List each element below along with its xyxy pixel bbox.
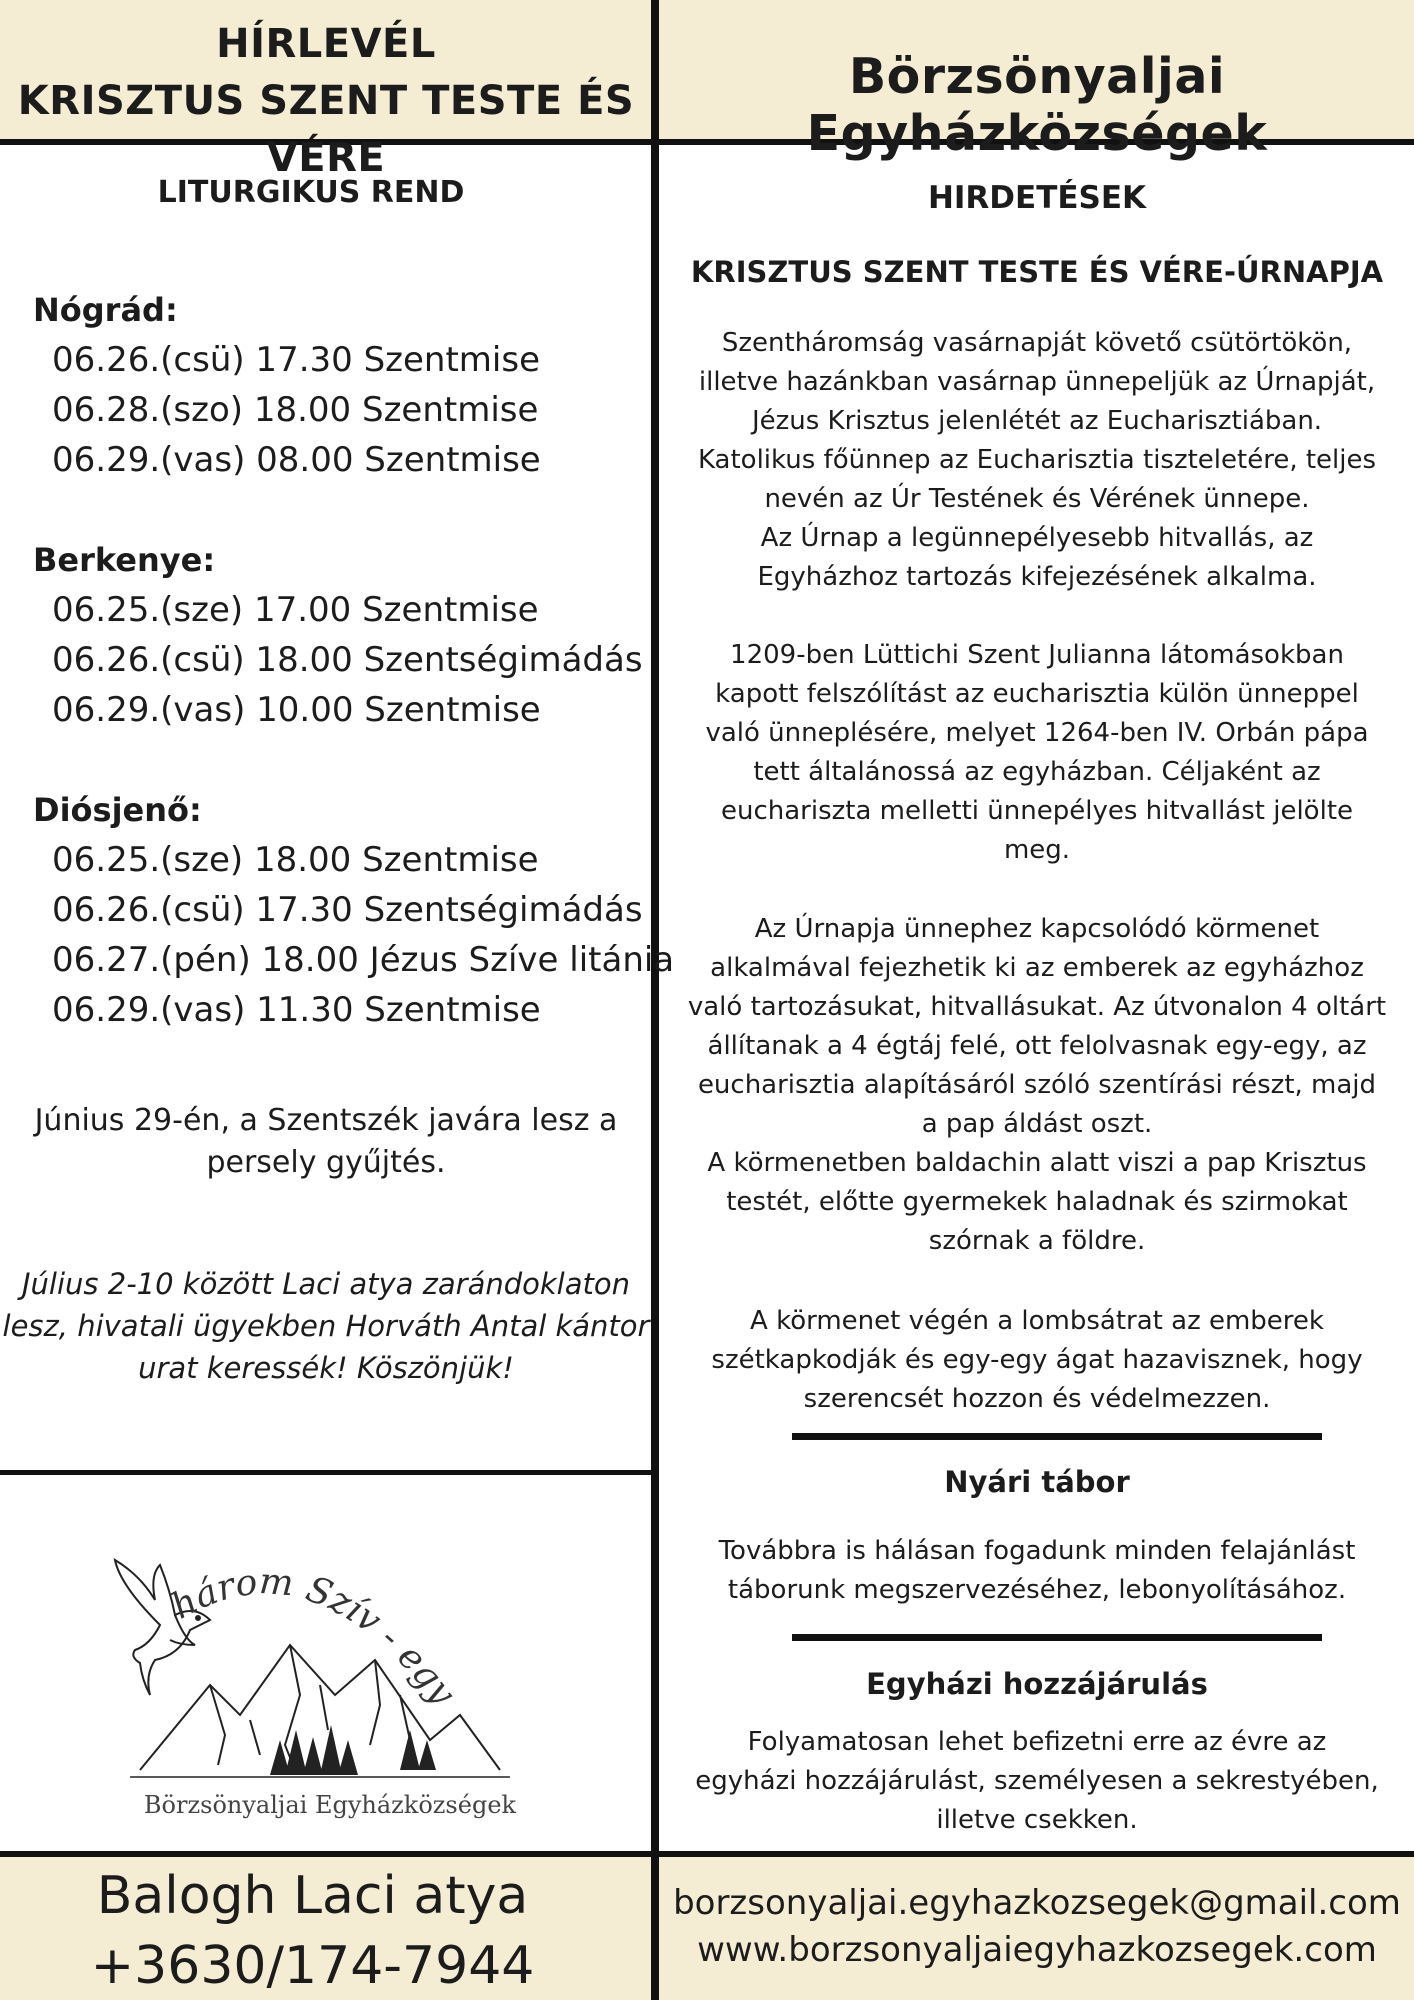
footer-divider — [0, 1851, 1414, 1857]
paragraph-line: A körmenet végén a lombsátrat az emberek — [750, 1306, 1324, 1336]
paragraph-line: Továbbra is hálásan fogadunk minden felajánlást — [718, 1536, 1356, 1566]
feast-paragraph-4 — [660, 1302, 1414, 1419]
email-link[interactable]: borzsonyaljai.egyhazkozsegek@gmail.com — [673, 1883, 1401, 1923]
mass-entry: 06.29.(vas) 10.00 Szentmise — [52, 690, 541, 730]
parish-berkenye — [33, 535, 653, 735]
mass-entry: 06.27.(pén) 18.00 Jézus Szíve litánia — [52, 940, 675, 980]
contribution-title: Egyházi hozzájárulás — [866, 1667, 1208, 1701]
paragraph-line: állítanak a 4 égtáj felé, ott felolvasnak egy-egy, az — [707, 1031, 1367, 1061]
paragraph-line: eucharisztia alapításáról szóló szentírási részt, majd — [697, 1070, 1377, 1100]
logo-arc-textpath: három Szív - egy — [164, 1560, 463, 1713]
newsletter-title-line2: KRISZTUS SZENT TESTE ÉS VÉRE — [17, 78, 635, 181]
pilgrimage-note — [0, 1263, 652, 1389]
logo-caption: Börzsönyaljai Egyházközségek — [143, 1791, 517, 1819]
paragraph-line: meg. — [1003, 835, 1071, 865]
priest-contact — [0, 1861, 625, 2001]
trees-icon — [270, 1725, 436, 1775]
paragraph-line: testét, előtte gyermekek haladnak és szirmokat — [726, 1187, 1348, 1217]
paragraph-line: 1209-ben Lüttichi Szent Julianna látomásokban — [730, 640, 1344, 670]
paragraph-line: tett általánossá az egyházban. Céljaként az — [753, 757, 1321, 787]
feast-paragraph-1 — [660, 324, 1414, 597]
parish-name: Nógrád: — [33, 291, 178, 329]
mass-entry: 06.29.(vas) 11.30 Szentmise — [52, 990, 541, 1030]
newsletter-title-line1: HÍRLEVÉL — [216, 21, 436, 67]
parish-contact — [660, 1880, 1414, 1974]
feast-paragraph-3 — [660, 910, 1414, 1261]
website-link[interactable]: www.borzsonyaljaiegyhazkozsegek.com — [697, 1930, 1377, 1970]
paragraph-line: való ünneplésére, melyet 1264-ben IV. Orbán pápa — [705, 718, 1369, 748]
section-rule-2 — [792, 1634, 1322, 1641]
collection-note-line: Június 29-én, a Szentszék javára lesz a — [34, 1103, 618, 1138]
section-rule-1 — [792, 1433, 1322, 1440]
paragraph-line: Egyházhoz tartozás kifejezésének alkalma. — [757, 562, 1317, 592]
organization-name: Börzsönyaljai Egyházközségek — [806, 48, 1268, 162]
paragraph-line: Az Úrnap a legünnepélyesebb hitvallás, az — [760, 523, 1314, 553]
feast-paragraph-2 — [660, 636, 1414, 870]
paragraph-line: Katolikus főünnep az Eucharisztia tiszteletére, teljes — [697, 445, 1377, 475]
parish-name: Diósjenő: — [33, 791, 202, 829]
mass-entry: 06.26.(csü) 18.00 Szentségimádás — [52, 640, 643, 680]
announcements-heading: HIRDETÉSEK — [927, 180, 1147, 216]
paragraph-line: Jézus Krisztus jelenlétét az Eucharisztiában. — [751, 406, 1323, 436]
parish-logo — [100, 1545, 560, 1830]
mass-entry: 06.26.(csü) 17.30 Szentségimádás — [52, 890, 643, 930]
paragraph-line: szétkapkodják és egy-egy ágat hazavisznek, hogy — [711, 1345, 1363, 1375]
mass-entry: 06.29.(vas) 08.00 Szentmise — [52, 440, 541, 480]
paragraph-line: Szentháromság vasárnapját követő csütörtökön, — [721, 328, 1353, 358]
mass-entry: 06.25.(sze) 18.00 Szentmise — [52, 840, 539, 880]
camp-text — [660, 1532, 1414, 1610]
mass-entry: 06.25.(sze) 17.00 Szentmise — [52, 590, 539, 630]
pilgrimage-note-line: lesz, hivatali ügyekben Horváth Antal kántor — [2, 1309, 650, 1343]
paragraph-line: táborunk megszervezéséhez, lebonyolításához. — [727, 1575, 1347, 1605]
pilgrimage-note-line: urat keressék! Köszönjük! — [138, 1351, 514, 1385]
paragraph-line: kapott felszólítást az eucharisztia külön ünneppel — [715, 679, 1359, 709]
parish-nograd — [33, 285, 653, 485]
feast-heading: KRISZTUS SZENT TESTE ÉS VÉRE-ÚRNAPJA — [690, 255, 1384, 289]
camp-section — [660, 1465, 1414, 1499]
camp-title: Nyári tábor — [944, 1465, 1130, 1499]
pilgrimage-note-line: Július 2-10 között Laci atya zarándoklaton — [21, 1267, 631, 1301]
paragraph-line: illetve hazánkban vasárnap ünnepeljük az Úrnapját, — [698, 367, 1376, 397]
paragraph-line: alkalmával fejezhetik ki az emberek az egyházhoz — [710, 953, 1364, 983]
logo-graphic — [100, 1545, 560, 1830]
mass-entry: 06.28.(szo) 18.00 Szentmise — [52, 390, 539, 430]
collection-note — [0, 1100, 652, 1184]
paragraph-line: egyházi hozzájárulást, személyesen a sekrestyében, — [695, 1766, 1379, 1796]
paragraph-line: Folyamatosan lehet befizetni erre az évre az — [747, 1727, 1327, 1757]
phone-number[interactable]: +3630/174-7944 — [90, 1936, 535, 1996]
parish-name: Berkenye: — [33, 541, 216, 579]
paragraph-line: A körmenetben baldachin alatt viszi a pap Krisztus — [707, 1148, 1367, 1178]
newsletter-title — [0, 16, 652, 187]
paragraph-line: illetve csekken. — [936, 1805, 1138, 1835]
mass-entry: 06.26.(csü) 17.30 Szentmise — [52, 340, 541, 380]
paragraph-line: szórnak a földre. — [928, 1226, 1146, 1256]
logo-divider — [0, 1470, 652, 1475]
paragraph-line: való tartozásukat, hitvallásukat. Az útvonalon 4 oltárt — [687, 992, 1387, 1022]
announcements-title — [660, 180, 1414, 216]
paragraph-line: nevén az Úr Testének és Vérének ünnepe. — [764, 484, 1310, 514]
priest-name: Balogh Laci atya — [96, 1866, 529, 1926]
parish-diosjeno — [33, 785, 675, 1035]
paragraph-line: euchariszta melletti ünnepélyes hitvallást jelölte — [720, 796, 1354, 826]
contribution-section — [660, 1667, 1414, 1701]
collection-note-line: persely gyűjtés. — [206, 1145, 446, 1180]
paragraph-line: Az Úrnapja ünnephez kapcsolódó körmenet — [754, 914, 1320, 944]
feast-title — [660, 255, 1414, 289]
liturgy-title: LITURGIKUS REND — [157, 175, 465, 210]
paragraph-line: szerencsét hozzon és védelmezzen. — [803, 1384, 1271, 1414]
contribution-text — [660, 1723, 1414, 1840]
paragraph-line: a pap áldást oszt. — [921, 1109, 1153, 1139]
